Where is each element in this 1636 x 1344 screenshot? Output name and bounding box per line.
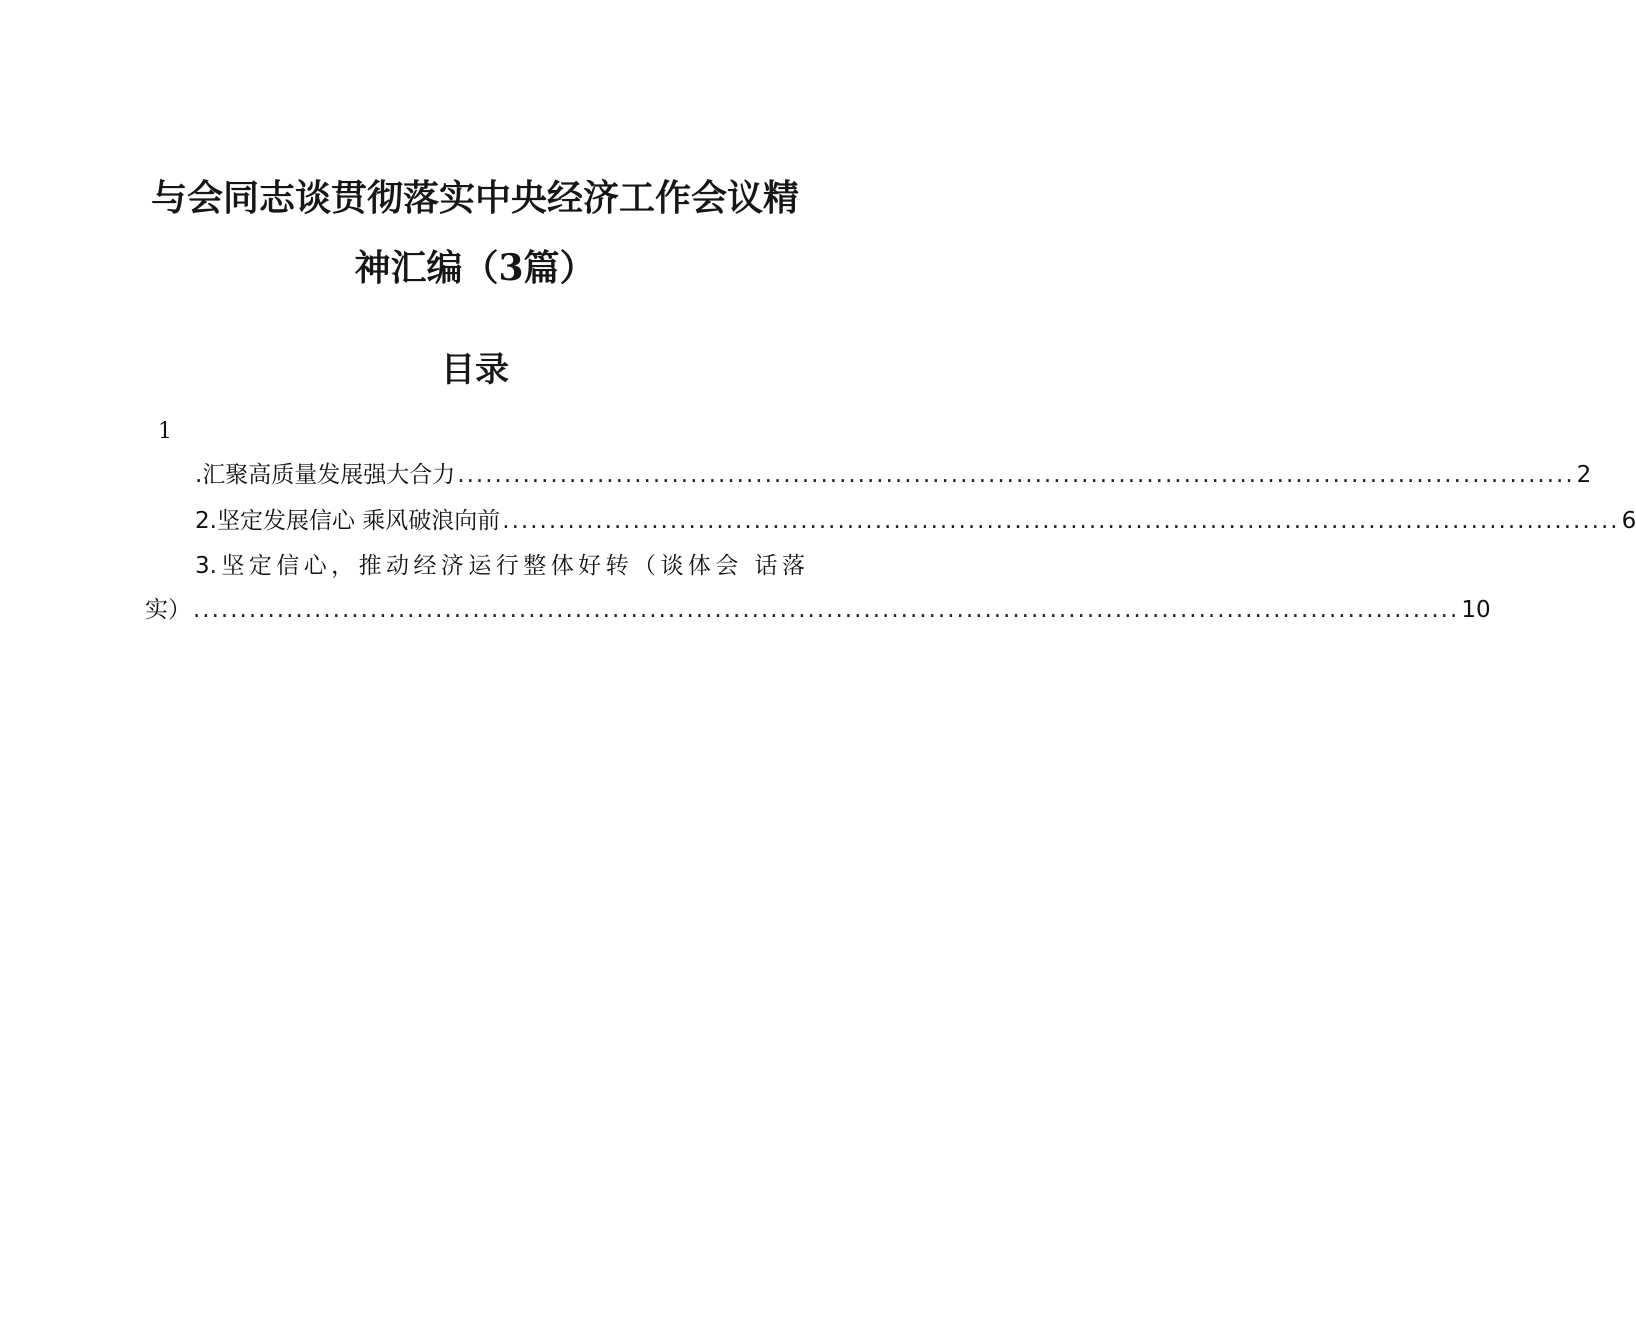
toc-entry-page: 10 [1461,597,1491,623]
toc-leader-dots: ........................................................................................................................ [457,462,1575,488]
toc-heading: 目录 [441,350,509,390]
toc-stray-number: 1 [158,419,172,444]
toc-leader-dots: ........................................................................................................................ [502,508,1620,534]
toc-entry-page: 2 [1576,462,1592,488]
toc-entry-3-line-1[interactable]: 3.坚定信心，推动经济运行整体好转（谈体会 话落 [195,553,805,579]
document-title-line-2: 神汇编（3篇） [354,247,596,289]
toc-leader-dots: ........................................................................................................................................ [193,597,1460,623]
toc-entry-3-line-2[interactable] [145,593,1491,627]
toc-entry-text: 2.坚定发展信心 乘风破浪向前 [195,508,501,534]
toc-entry-page: 6 [1621,508,1636,534]
toc-entry-text: 实） [145,597,191,623]
document-title-line-1: 与会同志谈贯彻落实中央经济工作会议精 [150,177,799,219]
toc-entry-text: .汇聚高质量发展强大合力 [195,462,456,488]
toc-entry-1[interactable] [145,458,1592,492]
toc-entry-2[interactable] [145,504,1636,538]
